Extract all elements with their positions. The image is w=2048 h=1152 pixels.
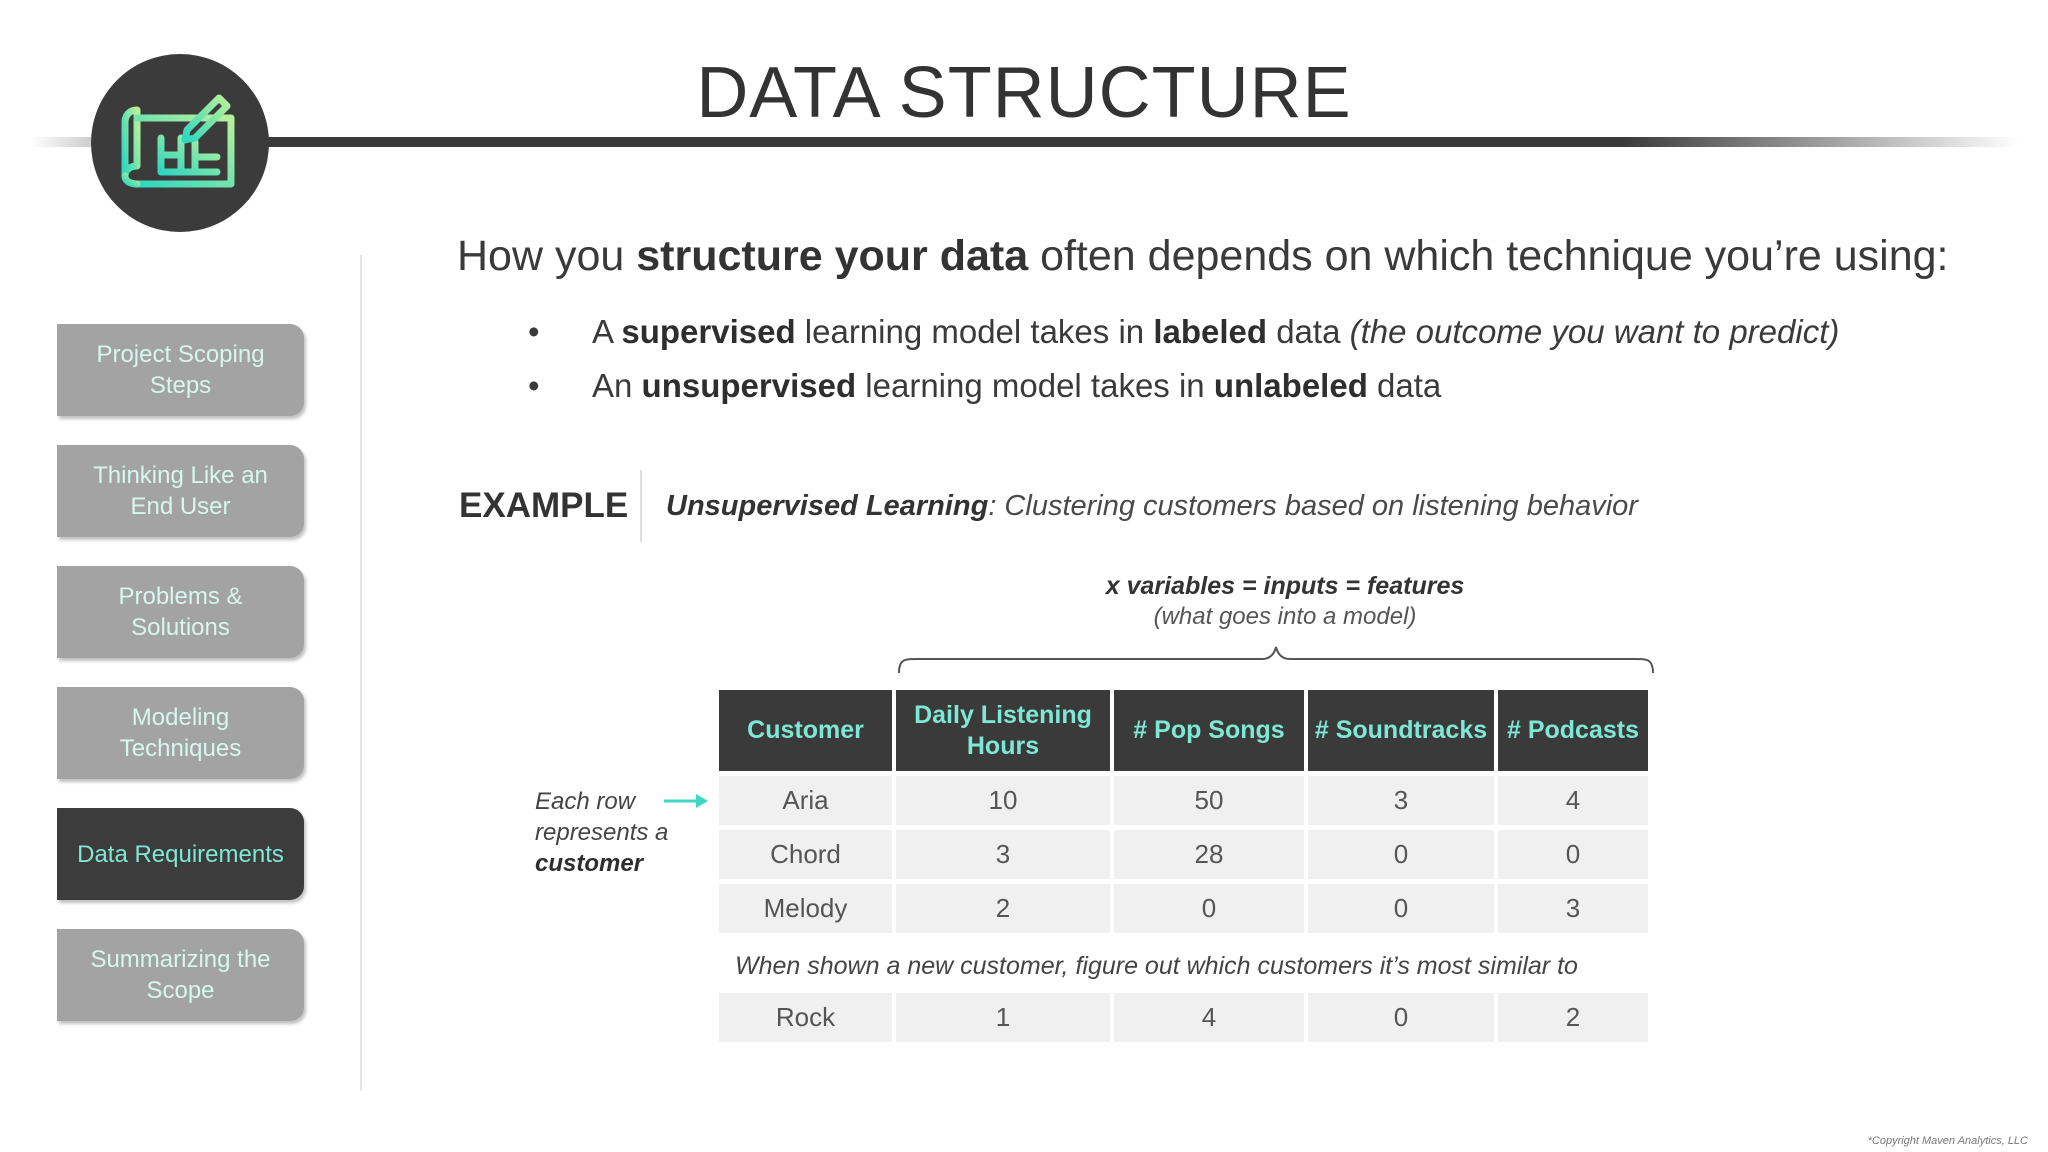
blueprint-pencil-icon	[121, 92, 239, 192]
table-cell-new: Rock	[719, 993, 892, 1042]
table-cell-new: 1	[896, 993, 1110, 1042]
table-cell: 50	[1114, 776, 1304, 825]
nav-problems-solutions[interactable]	[57, 566, 304, 658]
xvars-title: x variables = inputs = features	[1105, 572, 1465, 600]
table-cell: 2	[896, 884, 1110, 933]
row-note-bold: customer	[535, 850, 644, 877]
header-rule	[30, 137, 2020, 147]
table-cell: Chord	[719, 830, 892, 879]
copyright: *Copyright Maven Analytics, LLC	[1867, 1135, 2028, 1147]
bullet-text: An unsupervised learning model takes in unlabeled data	[592, 367, 1442, 404]
row-note	[535, 786, 668, 879]
example-description: Unsupervised Learning: Clustering customers based on listening behavior	[666, 490, 1638, 522]
table-cell: 28	[1114, 830, 1304, 879]
row-note-line: Each row	[535, 788, 636, 815]
bullet-dot: •	[528, 367, 540, 404]
bullet-text: A supervised learning model takes in labeled data (the outcome you want to predict)	[592, 313, 1840, 350]
intro-sentence	[457, 232, 1949, 281]
intro-text: How you	[457, 232, 637, 280]
nav-label: Problems & Solutions	[118, 583, 243, 641]
table-header: # Pop Songs	[1114, 690, 1304, 771]
table-cell: 0	[1114, 884, 1304, 933]
logo	[91, 54, 269, 232]
nav-summarizing-scope[interactable]	[57, 929, 304, 1021]
intro-text: often depends on which technique you’re using:	[1028, 232, 1949, 280]
bullet-dot: •	[528, 313, 540, 350]
table-header: Customer	[719, 690, 892, 771]
arrow-right-icon	[662, 791, 710, 811]
table-cell: Melody	[719, 884, 892, 933]
nav-label: Project Scoping Steps	[96, 341, 265, 399]
table-cell: 0	[1308, 884, 1494, 933]
page-title: DATA STRUCTURE	[696, 53, 1352, 133]
example-divider	[640, 470, 642, 542]
intro-bold: structure your data	[636, 232, 1029, 280]
nav-project-scoping-steps[interactable]	[57, 324, 304, 416]
table-cell-new: 4	[1114, 993, 1304, 1042]
nav-label: Summarizing the Scope	[90, 946, 271, 1004]
sidebar-divider	[360, 255, 362, 1091]
example-label: EXAMPLE	[459, 486, 629, 525]
table-cell-new: 0	[1308, 993, 1494, 1042]
table-header: Daily Listening Hours	[896, 690, 1110, 771]
table-cell: 0	[1498, 830, 1648, 879]
nav-modeling-techniques[interactable]	[57, 687, 304, 779]
nav-data-requirements[interactable]	[57, 808, 304, 900]
table-cell-new: 2	[1498, 993, 1648, 1042]
table-cell: 4	[1498, 776, 1648, 825]
table-cell: 10	[896, 776, 1110, 825]
table-cell: 3	[1498, 884, 1648, 933]
table-cell: 3	[1308, 776, 1494, 825]
table-header: # Podcasts	[1498, 690, 1648, 771]
nav-label: Thinking Like an End User	[93, 462, 268, 520]
nav-label: Data Requirements	[77, 840, 284, 868]
table-header: # Soundtracks	[1308, 690, 1494, 771]
new-customer-note: When shown a new customer, figure out which customers it’s most similar to	[735, 952, 1578, 980]
table-cell: 3	[896, 830, 1110, 879]
table-cell: Aria	[719, 776, 892, 825]
table-cell: 0	[1308, 830, 1494, 879]
nav-thinking-like-end-user[interactable]	[57, 445, 304, 537]
row-note-line: represents a	[535, 819, 669, 846]
nav-label: Modeling Techniques	[119, 704, 242, 762]
curly-brace	[897, 645, 1655, 675]
xvars-subtitle: (what goes into a model)	[1153, 603, 1417, 630]
